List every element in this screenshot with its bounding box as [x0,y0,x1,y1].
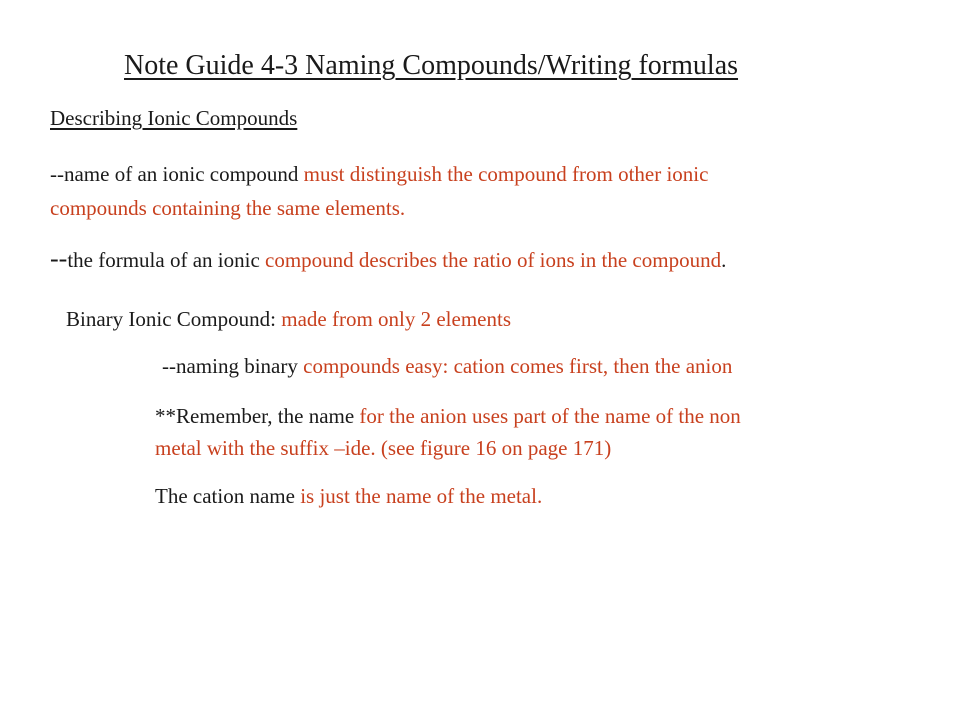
binary-line [66,305,511,333]
naming-black-text: --naming binary [162,354,298,378]
para1-line1 [50,160,708,188]
para2-black-text: the formula of an ionic [67,248,260,272]
naming-red-text: compounds easy: cation comes first, then the anion [297,354,733,378]
para1-line2: compounds containing the same elements. [50,196,406,220]
naming-line [162,352,732,380]
remember-line2: metal with the suffix –ide. (see figure 16 on page 171) [155,436,612,460]
section-heading: Describing Ionic Compounds [50,106,298,130]
remember-red-text-1: for the anion uses part of the name of the non [354,404,741,428]
para2-period: . [721,248,727,272]
page-title: Note Guide 4-3 Naming Compounds/Writing formulas [124,50,739,81]
binary-black-text: Binary Ionic Compound: [66,307,276,331]
para1-red-text-1: must distinguish the compound from other ionic [298,162,709,186]
cation-red-text: is just the name of the metal. [294,484,543,508]
remember-black-text: **Remember, the name [155,404,355,428]
cation-line [155,482,542,510]
para2-dash: -- [50,244,68,273]
para2-red-text: compound describes the ratio of ions in the compound [259,248,722,272]
para2-line [50,245,726,274]
binary-red-text: made from only 2 elements [275,307,512,331]
para1-black-text: --name of an ionic compound [50,162,299,186]
cation-black-text: The cation name [155,484,295,508]
remember-line1 [155,402,741,430]
